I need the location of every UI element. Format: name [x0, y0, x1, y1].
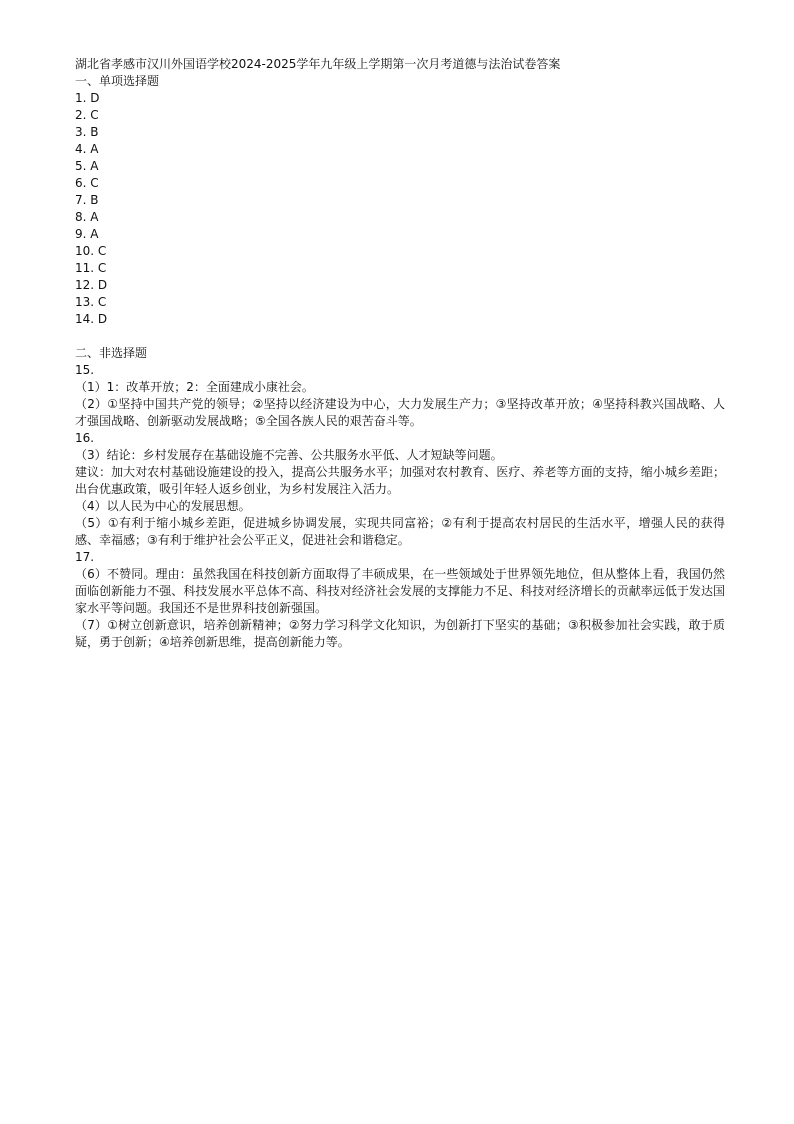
answer-paragraph: （2）①坚持中国共产党的领导；②坚持以经济建设为中心，大力发展生产力；③坚持改革开放；④坚持科教兴国战略、人才强国战略、创新驱动发展战略；⑤全国各族人民的艰苦奋斗等。 [75, 397, 725, 428]
section1-heading: 一、单项选择题 [75, 74, 160, 88]
answer-paragraph: （3）结论：乡村发展存在基础设施不完善、公共服务水平低、人才短缺等问题。 [75, 448, 503, 462]
answer-paragraph: 建议：加大对农村基础设施建设的投入，提高公共服务水平；加强对农村教育、医疗、养老等方面的支持，缩小城乡差距；出台优惠政策，吸引年轻人返乡创业，为乡村发展注入活力。 [75, 465, 725, 496]
answer-paragraph: （5）①有利于缩小城乡差距，促进城乡协调发展，实现共同富裕；②有利于提高农村居民的生活水平，增强人民的获得感、幸福感；③有利于维护社会公平正义，促进社会和谐稳定。 [75, 516, 725, 547]
answer-paragraph: （6）不赞同。理由：虽然我国在科技创新方面取得了丰硕成果，在一些领域处于世界领先地位，但从整体上看，我国仍然面临创新能力不强、科技发展水平总体不高、科技对经济社会发展的支撑能力不足、科技对经济增长的贡献率远低于发达国家水平等问题。我国还不是世界科技创新强国。 [75, 567, 725, 615]
question-number: 15. [75, 363, 95, 377]
choice-answer: 4. A [75, 142, 99, 156]
answer-paragraph: （1）1：改革开放；2：全面建成小康社会。 [75, 380, 314, 394]
section2-heading: 二、非选择题 [75, 346, 148, 360]
answer-document [75, 56, 725, 651]
choice-answer: 6. C [75, 176, 99, 190]
document-title: 湖北省孝感市汉川外国语学校2024-2025学年九年级上学期第一次月考道德与法治试卷答案 [75, 57, 561, 71]
choice-answer: 9. A [75, 227, 99, 241]
choice-answer: 8. A [75, 210, 99, 224]
choice-answer: 7. B [75, 193, 99, 207]
spacer [75, 328, 725, 345]
choice-answer-list [75, 90, 725, 328]
choice-answer: 1. D [75, 91, 100, 105]
question-number: 17. [75, 550, 95, 564]
choice-answer: 14. D [75, 312, 108, 326]
choice-answer: 10. C [75, 244, 107, 258]
choice-answer: 3. B [75, 125, 99, 139]
choice-answer: 2. C [75, 108, 99, 122]
choice-answer: 13. C [75, 295, 107, 309]
question-number: 16. [75, 431, 95, 445]
choice-answer: 5. A [75, 159, 99, 173]
answer-paragraph: （7）①树立创新意识，培养创新精神；②努力学习科学文化知识，为创新打下坚实的基础；③积极参加社会实践，敢于质疑，勇于创新；④培养创新思维，提高创新能力等。 [75, 618, 725, 649]
choice-answer: 12. D [75, 278, 108, 292]
answer-paragraph: （4）以人民为中心的发展思想。 [75, 499, 251, 513]
choice-answer: 11. C [75, 261, 107, 275]
